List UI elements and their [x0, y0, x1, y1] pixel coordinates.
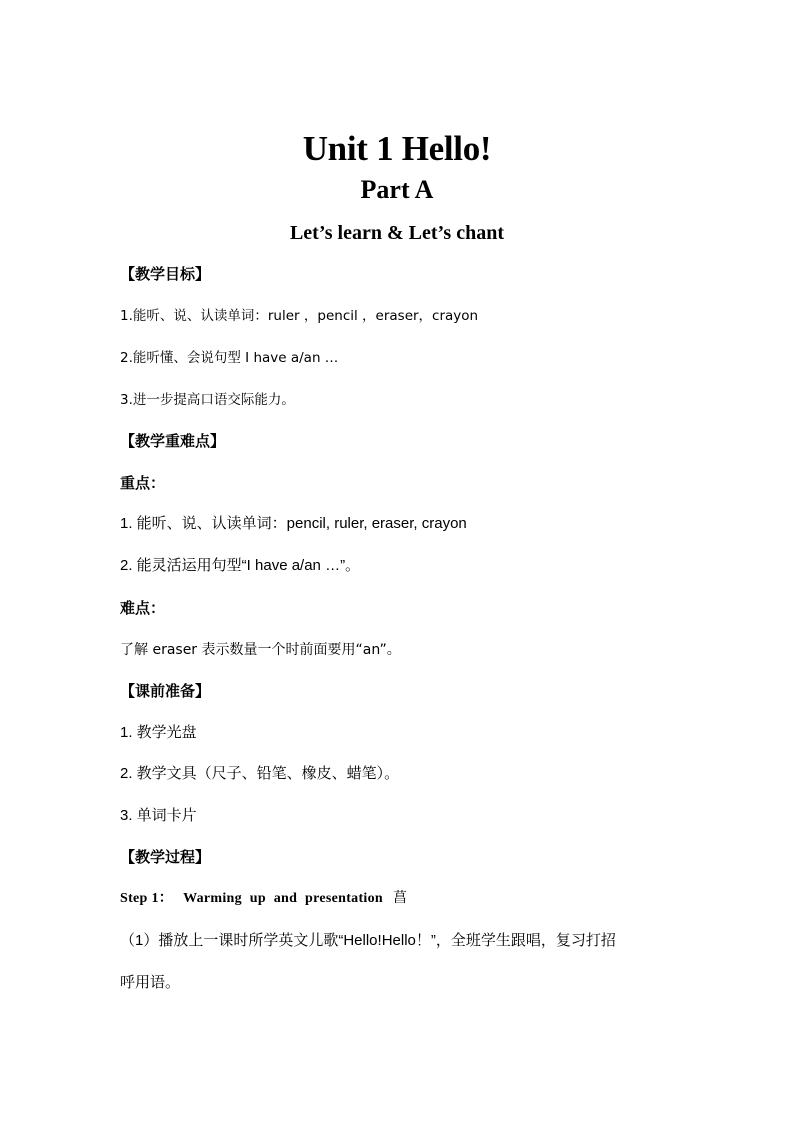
preparation-item: 2. 教学文具（尺子、铅笔、橡皮、蜡笔）。	[120, 765, 400, 782]
process-paragraph-line-2: 呼用语。	[120, 974, 181, 991]
difficulty-text: 了解 eraser 表示数量一个时前面要用“an”。	[120, 642, 401, 658]
step-1-line	[120, 888, 407, 910]
key-points-heading: 【教学重难点】	[120, 432, 226, 450]
objective-item: 3.进一步提高口语交际能力。	[120, 392, 295, 408]
objective-item: 2.能听懂、会说句型 I have a/an …	[120, 350, 339, 366]
difficulty-label: 难点：	[120, 599, 166, 617]
objective-item: 1.能听、说、认读单词：ruler ，pencil ，eraser，crayon	[120, 308, 479, 324]
step-1-label: Step 1：	[120, 891, 174, 906]
focus-item: 2. 能灵活运用句型“I have a/an …”。	[120, 557, 361, 574]
process-heading: 【教学过程】	[120, 848, 211, 866]
step-1-mark: 菖	[393, 891, 408, 906]
unit-title: Unit 1 Hello!	[302, 129, 492, 168]
part-title: Part A	[360, 175, 434, 204]
preparation-item: 1. 教学光盘	[120, 724, 197, 741]
focus-item: 1. 能听、说、认读单词：pencil, ruler, eraser, crayon	[120, 515, 467, 532]
process-paragraph-line-1: （1）播放上一课时所学英文儿歌“Hello!Hello！”，全班学生跟唱，复习打招	[120, 932, 616, 949]
focus-label: 重点：	[120, 474, 166, 492]
lesson-title: Let’s learn & Let’s chant	[289, 222, 505, 244]
preparation-heading: 【课前准备】	[120, 682, 211, 700]
objectives-heading: 【教学目标】	[120, 265, 211, 283]
step-1-title: Warming up and presentation	[183, 891, 383, 906]
preparation-item: 3. 单词卡片	[120, 807, 197, 824]
